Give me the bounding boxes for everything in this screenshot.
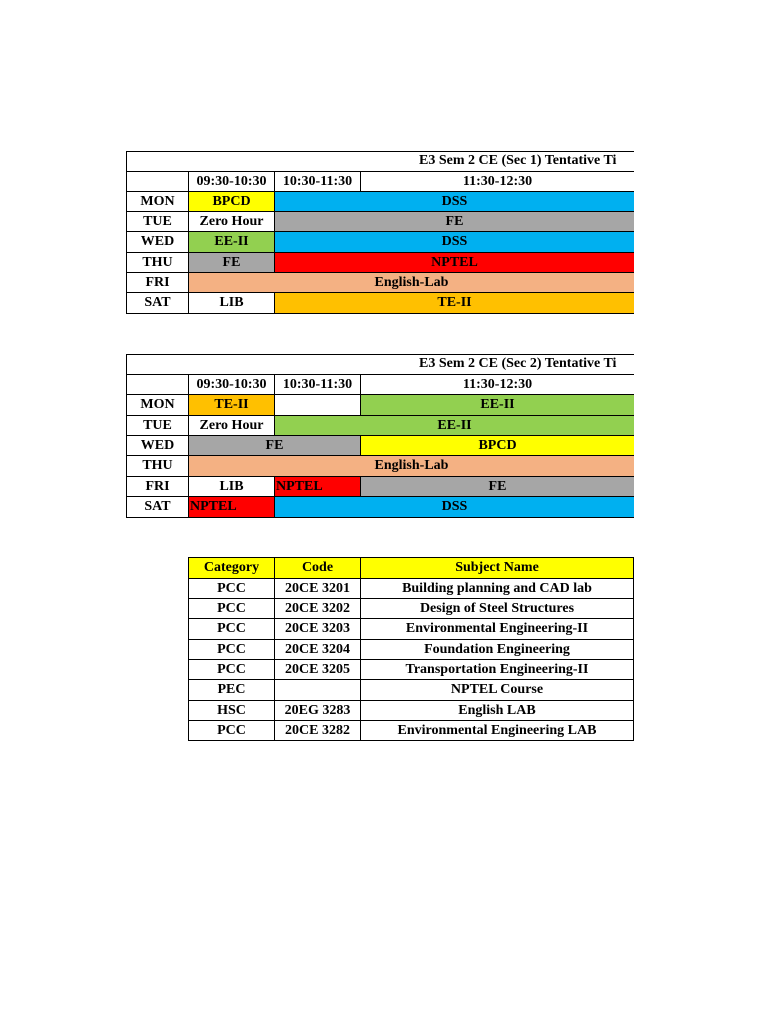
sec1-day-fri: FRI — [126, 272, 189, 293]
subject-row-1-name: Building planning and CAD lab — [360, 578, 634, 599]
subject-header-category: Category — [188, 557, 275, 579]
subject-row-5-category: PCC — [188, 659, 275, 680]
subject-row-8-name: Environmental Engineering LAB — [360, 720, 634, 741]
subject-row-2-code: 20CE 3202 — [274, 598, 361, 619]
sec1-sat-slot-1: LIB — [188, 292, 275, 314]
sec2-day-fri: FRI — [126, 476, 189, 497]
sec2-mon-slot-1: TE-II — [188, 394, 275, 416]
sec2-sat-slot-1: NPTEL — [188, 496, 275, 518]
sec2-title: E3 Sem 2 CE (Sec 2) Tentative Ti — [419, 356, 617, 371]
sec1-wed-slot-1: EE-II — [188, 231, 275, 253]
sec2-day-sat: SAT — [126, 496, 189, 518]
subject-row-5-code: 20CE 3205 — [274, 659, 361, 680]
subject-row-5-name: Transportation Engineering-II — [360, 659, 634, 680]
sec1-thu-slot-1: FE — [188, 252, 275, 273]
sec1-wed-slot-2: DSS — [274, 231, 634, 253]
sec2-sat-slot-2: DSS — [274, 496, 634, 518]
subject-row-2-category: PCC — [188, 598, 275, 619]
sec1-header-slot-2: 10:30-11:30 — [274, 171, 361, 192]
sec2-fri-slot-3: FE — [360, 476, 634, 497]
subject-row-6-code — [274, 679, 361, 701]
sec2-thu-slot-1: English-Lab — [188, 455, 634, 477]
sec2-day-mon: MON — [126, 394, 189, 416]
sec2-tue-slot-1: Zero Hour — [188, 415, 275, 436]
sec1-tue-slot-2: FE — [274, 211, 634, 232]
subject-row-1-category: PCC — [188, 578, 275, 599]
sec1-header-blank — [126, 171, 189, 192]
sec1-fri-slot-1: English-Lab — [188, 272, 634, 293]
subject-row-3-name: Environmental Engineering-II — [360, 618, 634, 640]
sec1-day-tue: TUE — [126, 211, 189, 232]
sec2-header-slot-3: 11:30-12:30 — [360, 374, 634, 395]
subject-row-4-category: PCC — [188, 639, 275, 660]
sec2-day-wed: WED — [126, 435, 189, 456]
subject-row-7-code: 20EG 3283 — [274, 700, 361, 721]
sec2-header-blank — [126, 374, 189, 395]
sec1-header-slot-3: 11:30-12:30 — [360, 171, 634, 192]
sec2-wed-slot-2: BPCD — [360, 435, 634, 456]
sec2-tue-slot-2: EE-II — [274, 415, 634, 436]
sec2-fri-slot-1: LIB — [188, 476, 275, 497]
sec2-fri-slot-2: NPTEL — [274, 476, 361, 497]
sec1-day-thu: THU — [126, 252, 189, 273]
sec2-day-thu: THU — [126, 455, 189, 477]
sec2-mon-slot-2 — [274, 394, 361, 416]
subject-row-2-name: Design of Steel Structures — [360, 598, 634, 619]
sec2-header-slot-1: 09:30-10:30 — [188, 374, 275, 395]
sec1-day-sat: SAT — [126, 292, 189, 314]
sec1-mon-slot-1: BPCD — [188, 191, 275, 212]
sec1-tue-slot-1: Zero Hour — [188, 211, 275, 232]
subject-row-8-code: 20CE 3282 — [274, 720, 361, 741]
sec2-mon-slot-3: EE-II — [360, 394, 634, 416]
sec1-title: E3 Sem 2 CE (Sec 1) Tentative Ti — [419, 153, 617, 168]
sec1-sat-slot-2: TE-II — [274, 292, 634, 314]
sec2-header-slot-2: 10:30-11:30 — [274, 374, 361, 395]
subject-row-7-category: HSC — [188, 700, 275, 721]
sec1-day-mon: MON — [126, 191, 189, 212]
sec2-wed-slot-1: FE — [188, 435, 361, 456]
subject-row-3-code: 20CE 3203 — [274, 618, 361, 640]
subject-row-1-code: 20CE 3201 — [274, 578, 361, 599]
subject-row-6-name: NPTEL Course — [360, 679, 634, 701]
sec2-day-tue: TUE — [126, 415, 189, 436]
subject-row-3-category: PCC — [188, 618, 275, 640]
sec1-thu-slot-2: NPTEL — [274, 252, 634, 273]
subject-row-7-name: English LAB — [360, 700, 634, 721]
subject-header-name: Subject Name — [360, 557, 634, 579]
subject-row-6-category: PEC — [188, 679, 275, 701]
sec1-mon-slot-2: DSS — [274, 191, 634, 212]
subject-header-code: Code — [274, 557, 361, 579]
subject-row-8-category: PCC — [188, 720, 275, 741]
subject-row-4-code: 20CE 3204 — [274, 639, 361, 660]
sec1-header-slot-1: 09:30-10:30 — [188, 171, 275, 192]
subject-row-4-name: Foundation Engineering — [360, 639, 634, 660]
sec1-day-wed: WED — [126, 231, 189, 253]
